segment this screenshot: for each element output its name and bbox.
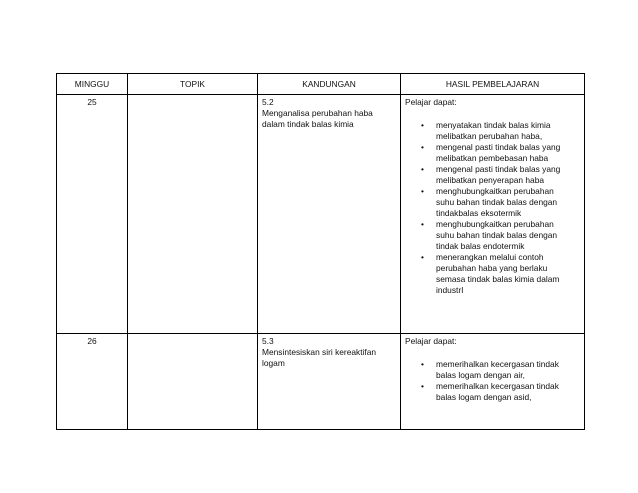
- outcome-text: mengenal pasti tindak balas yang melibatkan pembebasan haba: [436, 142, 561, 163]
- list-item: [405, 164, 580, 186]
- list-item: [405, 252, 580, 296]
- content-text: Menganalisa perubahan haba dalam tindak balas kimia: [262, 108, 373, 129]
- outcomes-cell: [401, 334, 585, 430]
- bullet-icon: •: [421, 186, 424, 196]
- week-number: 26: [57, 334, 128, 430]
- bullet-icon: •: [421, 359, 424, 369]
- outcomes-intro: Pelajar dapat:: [405, 97, 457, 107]
- content-text: Mensintesiskan siri kereaktifan logam: [262, 347, 377, 368]
- lesson-plan-table: [56, 73, 585, 430]
- content-cell: [258, 95, 401, 334]
- header-row: [57, 74, 585, 95]
- content-cell: [258, 334, 401, 430]
- outcome-text: mengenal pasti tindak balas yang melibatkan penyerapan haba: [436, 164, 561, 185]
- outcome-text: menerangkan melalui contoh perubahan haba yang berlaku semasa tindak balas kimia dalam industrI: [436, 252, 560, 295]
- list-item: [405, 381, 580, 403]
- list-item: [405, 142, 580, 164]
- bullet-icon: •: [421, 142, 424, 152]
- bullet-icon: •: [421, 252, 424, 262]
- content-code: 5.2: [262, 97, 274, 107]
- content-code: 5.3: [262, 336, 274, 346]
- list-item: [405, 359, 580, 381]
- outcome-text: memerihalkan kecergasan tindak balas logam dengan asid,: [436, 381, 559, 402]
- outcomes-list: [405, 120, 580, 296]
- header-topik: TOPIK: [128, 74, 258, 95]
- header-hasil-pembelajaran: HASIL PEMBELAJARAN: [401, 74, 585, 95]
- header-minggu: MINGGU: [57, 74, 128, 95]
- list-item: [405, 186, 580, 219]
- header-kandungan: KANDUNGAN: [258, 74, 401, 95]
- list-item: [405, 120, 580, 142]
- bullet-icon: •: [421, 381, 424, 391]
- topic-cell: [128, 334, 258, 430]
- outcomes-list: [405, 359, 580, 403]
- bullet-icon: •: [421, 164, 424, 174]
- bullet-icon: •: [421, 219, 424, 229]
- table-row: [57, 95, 585, 334]
- outcome-text: menghubungkaitkan perubahan suhu bahan tindak balas dengan tindak balas endotermik: [436, 219, 558, 251]
- outcome-text: memerihalkan kecergasan tindak balas logam dengan air,: [436, 359, 559, 380]
- table-row: [57, 334, 585, 430]
- bullet-icon: •: [421, 120, 424, 130]
- topic-cell: [128, 95, 258, 334]
- list-item: [405, 219, 580, 252]
- outcomes-intro: Pelajar dapat:: [405, 336, 457, 346]
- outcomes-cell: [401, 95, 585, 334]
- outcome-text: menghubungkaitkan perubahan suhu bahan tindak balas dengan tindakbalas eksotermik: [436, 186, 558, 218]
- week-number: 25: [57, 95, 128, 334]
- outcome-text: menyatakan tindak balas kimia melibatkan perubahan haba,: [436, 120, 551, 141]
